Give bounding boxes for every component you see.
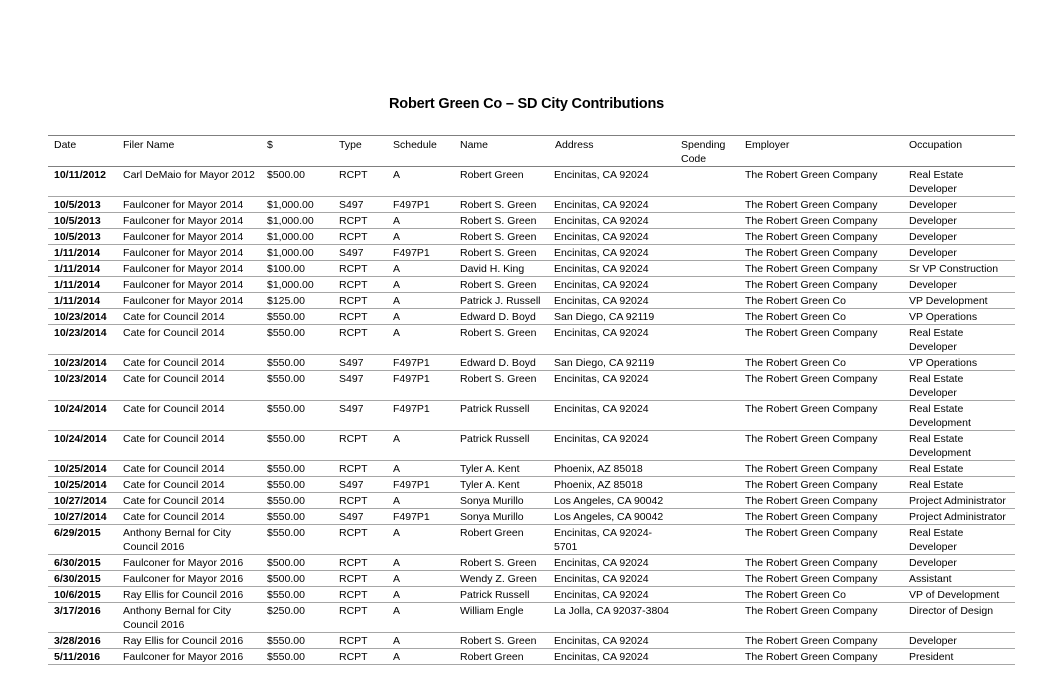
cell-employer: The Robert Green Company: [741, 245, 905, 261]
cell-schedule: F497P1: [389, 245, 456, 261]
cell-occupation: VP of Development: [905, 587, 1015, 603]
header-name: Name: [456, 136, 551, 167]
cell-filer-name: Faulconer for Mayor 2014: [119, 197, 263, 213]
cell-occupation: Assistant: [905, 571, 1015, 587]
cell-type: S497: [335, 401, 389, 431]
cell-occupation: VP Development: [905, 293, 1015, 309]
cell-occupation: Sr VP Construction: [905, 261, 1015, 277]
cell-address: San Diego, CA 92119: [551, 355, 677, 371]
cell-occupation: Developer: [905, 197, 1015, 213]
cell-date: 10/24/2014: [48, 431, 119, 461]
cell-address: Encinitas, CA 92024: [551, 293, 677, 309]
table-header: [48, 136, 1015, 167]
cell-employer: The Robert Green Company: [741, 603, 905, 633]
header-type: Type: [335, 136, 389, 167]
cell-amount: $550.00: [263, 587, 335, 603]
cell-amount: $550.00: [263, 371, 335, 401]
cell-filer-name: Anthony Bernal for City Council 2016: [119, 525, 263, 555]
cell-filer-name: Cate for Council 2014: [119, 309, 263, 325]
cell-name: Robert S. Green: [456, 325, 551, 355]
table-row: [48, 213, 1015, 229]
cell-name: Robert S. Green: [456, 555, 551, 571]
cell-address: Phoenix, AZ 85018: [551, 477, 677, 493]
cell-date: 10/24/2014: [48, 401, 119, 431]
cell-amount: $550.00: [263, 401, 335, 431]
cell-filer-name: Faulconer for Mayor 2014: [119, 229, 263, 245]
cell-type: RCPT: [335, 633, 389, 649]
cell-filer-name: Ray Ellis for Council 2016: [119, 633, 263, 649]
cell-date: 6/30/2015: [48, 571, 119, 587]
table-row: [48, 461, 1015, 477]
table-row: [48, 649, 1015, 665]
cell-spending-code: [677, 649, 741, 665]
cell-schedule: F497P1: [389, 477, 456, 493]
cell-date: 6/30/2015: [48, 555, 119, 571]
cell-filer-name: Anthony Bernal for City Council 2016: [119, 603, 263, 633]
cell-schedule: A: [389, 167, 456, 197]
cell-type: S497: [335, 477, 389, 493]
cell-date: 10/23/2014: [48, 371, 119, 401]
cell-employer: The Robert Green Company: [741, 167, 905, 197]
cell-spending-code: [677, 293, 741, 309]
cell-date: 10/5/2013: [48, 197, 119, 213]
cell-name: Edward D. Boyd: [456, 355, 551, 371]
cell-occupation: Developer: [905, 229, 1015, 245]
cell-employer: The Robert Green Co: [741, 293, 905, 309]
cell-address: Encinitas, CA 92024: [551, 261, 677, 277]
cell-date: 10/11/2012: [48, 167, 119, 197]
header-occupation: Occupation: [905, 136, 1015, 167]
cell-schedule: A: [389, 493, 456, 509]
cell-amount: $125.00: [263, 293, 335, 309]
cell-filer-name: Cate for Council 2014: [119, 355, 263, 371]
cell-date: 10/27/2014: [48, 493, 119, 509]
cell-employer: The Robert Green Company: [741, 197, 905, 213]
cell-address: Encinitas, CA 92024: [551, 587, 677, 603]
cell-schedule: A: [389, 309, 456, 325]
cell-address: Encinitas, CA 92024: [551, 245, 677, 261]
cell-spending-code: [677, 431, 741, 461]
header-address: Address: [551, 136, 677, 167]
cell-date: 10/5/2013: [48, 213, 119, 229]
cell-type: RCPT: [335, 325, 389, 355]
cell-date: 10/27/2014: [48, 509, 119, 525]
cell-name: David H. King: [456, 261, 551, 277]
cell-filer-name: Cate for Council 2014: [119, 431, 263, 461]
header-employer: Employer: [741, 136, 905, 167]
cell-type: RCPT: [335, 293, 389, 309]
cell-occupation: Developer: [905, 633, 1015, 649]
cell-filer-name: Faulconer for Mayor 2014: [119, 245, 263, 261]
cell-address: Encinitas, CA 92024: [551, 555, 677, 571]
table-row: [48, 493, 1015, 509]
header-amount: $: [263, 136, 335, 167]
cell-name: Robert S. Green: [456, 213, 551, 229]
cell-type: RCPT: [335, 431, 389, 461]
table-row: [48, 431, 1015, 461]
cell-spending-code: [677, 461, 741, 477]
cell-type: RCPT: [335, 213, 389, 229]
cell-name: Patrick Russell: [456, 587, 551, 603]
cell-date: 10/23/2014: [48, 355, 119, 371]
cell-amount: $550.00: [263, 461, 335, 477]
cell-date: 10/6/2015: [48, 587, 119, 603]
cell-type: RCPT: [335, 277, 389, 293]
cell-type: S497: [335, 509, 389, 525]
table-row: [48, 355, 1015, 371]
cell-employer: The Robert Green Company: [741, 277, 905, 293]
cell-filer-name: Faulconer for Mayor 2016: [119, 649, 263, 665]
cell-spending-code: [677, 229, 741, 245]
cell-name: Tyler A. Kent: [456, 461, 551, 477]
cell-occupation: VP Operations: [905, 309, 1015, 325]
cell-type: S497: [335, 355, 389, 371]
table-row: [48, 587, 1015, 603]
cell-schedule: A: [389, 261, 456, 277]
table-row: [48, 293, 1015, 309]
cell-occupation: Real Estate: [905, 461, 1015, 477]
cell-schedule: A: [389, 213, 456, 229]
cell-amount: $500.00: [263, 167, 335, 197]
cell-spending-code: [677, 167, 741, 197]
cell-filer-name: Faulconer for Mayor 2014: [119, 293, 263, 309]
cell-employer: The Robert Green Co: [741, 587, 905, 603]
cell-amount: $250.00: [263, 603, 335, 633]
cell-filer-name: Cate for Council 2014: [119, 461, 263, 477]
table-row: [48, 371, 1015, 401]
cell-date: 1/11/2014: [48, 293, 119, 309]
cell-spending-code: [677, 245, 741, 261]
table-row: [48, 555, 1015, 571]
cell-schedule: A: [389, 229, 456, 245]
cell-type: RCPT: [335, 167, 389, 197]
cell-employer: The Robert Green Company: [741, 649, 905, 665]
cell-schedule: F497P1: [389, 371, 456, 401]
cell-address: Encinitas, CA 92024: [551, 431, 677, 461]
cell-name: Tyler A. Kent: [456, 477, 551, 493]
cell-address: Encinitas, CA 92024-5701: [551, 525, 677, 555]
header-spending-code: Spending Code: [677, 136, 741, 167]
cell-occupation: President: [905, 649, 1015, 665]
cell-filer-name: Cate for Council 2014: [119, 325, 263, 355]
cell-amount: $1,000.00: [263, 197, 335, 213]
cell-occupation: Real Estate Developer: [905, 371, 1015, 401]
cell-name: Patrick Russell: [456, 431, 551, 461]
cell-employer: The Robert Green Co: [741, 309, 905, 325]
cell-name: Robert S. Green: [456, 197, 551, 213]
cell-address: Encinitas, CA 92024: [551, 371, 677, 401]
cell-employer: The Robert Green Company: [741, 555, 905, 571]
cell-employer: The Robert Green Company: [741, 261, 905, 277]
cell-occupation: Real Estate Developer: [905, 325, 1015, 355]
cell-spending-code: [677, 509, 741, 525]
cell-filer-name: Faulconer for Mayor 2014: [119, 261, 263, 277]
cell-address: Encinitas, CA 92024: [551, 229, 677, 245]
table-row: [48, 325, 1015, 355]
cell-type: RCPT: [335, 555, 389, 571]
cell-amount: $550.00: [263, 633, 335, 649]
cell-address: San Diego, CA 92119: [551, 309, 677, 325]
cell-schedule: F497P1: [389, 355, 456, 371]
cell-spending-code: [677, 261, 741, 277]
table-row: [48, 197, 1015, 213]
cell-filer-name: Cate for Council 2014: [119, 401, 263, 431]
header-row: [48, 136, 1015, 167]
cell-address: Los Angeles, CA 90042: [551, 493, 677, 509]
cell-amount: $1,000.00: [263, 229, 335, 245]
cell-type: RCPT: [335, 603, 389, 633]
cell-date: 10/25/2014: [48, 461, 119, 477]
cell-date: 10/23/2014: [48, 309, 119, 325]
cell-amount: $1,000.00: [263, 277, 335, 293]
cell-address: Encinitas, CA 92024: [551, 649, 677, 665]
cell-type: RCPT: [335, 525, 389, 555]
cell-date: 10/23/2014: [48, 325, 119, 355]
cell-filer-name: Faulconer for Mayor 2016: [119, 571, 263, 587]
cell-filer-name: Cate for Council 2014: [119, 477, 263, 493]
cell-spending-code: [677, 309, 741, 325]
cell-employer: The Robert Green Co: [741, 355, 905, 371]
cell-schedule: A: [389, 325, 456, 355]
cell-spending-code: [677, 571, 741, 587]
cell-address: Encinitas, CA 92024: [551, 213, 677, 229]
cell-type: RCPT: [335, 309, 389, 325]
cell-schedule: A: [389, 633, 456, 649]
cell-employer: The Robert Green Company: [741, 213, 905, 229]
cell-spending-code: [677, 371, 741, 401]
cell-spending-code: [677, 277, 741, 293]
table-row: [48, 603, 1015, 633]
cell-spending-code: [677, 197, 741, 213]
cell-filer-name: Ray Ellis for Council 2016: [119, 587, 263, 603]
cell-occupation: VP Operations: [905, 355, 1015, 371]
cell-spending-code: [677, 555, 741, 571]
cell-schedule: A: [389, 525, 456, 555]
cell-employer: The Robert Green Company: [741, 401, 905, 431]
cell-address: Encinitas, CA 92024: [551, 277, 677, 293]
cell-employer: The Robert Green Company: [741, 229, 905, 245]
cell-amount: $550.00: [263, 477, 335, 493]
cell-occupation: Project Administrator: [905, 493, 1015, 509]
cell-spending-code: [677, 325, 741, 355]
cell-address: Encinitas, CA 92024: [551, 571, 677, 587]
cell-date: 3/17/2016: [48, 603, 119, 633]
cell-address: Encinitas, CA 92024: [551, 167, 677, 197]
cell-employer: The Robert Green Company: [741, 477, 905, 493]
table-row: [48, 309, 1015, 325]
cell-amount: $550.00: [263, 325, 335, 355]
cell-date: 6/29/2015: [48, 525, 119, 555]
cell-name: Robert S. Green: [456, 633, 551, 649]
cell-type: RCPT: [335, 493, 389, 509]
cell-name: Robert Green: [456, 649, 551, 665]
cell-employer: The Robert Green Company: [741, 431, 905, 461]
cell-type: S497: [335, 245, 389, 261]
cell-type: RCPT: [335, 571, 389, 587]
cell-type: RCPT: [335, 261, 389, 277]
cell-employer: The Robert Green Company: [741, 571, 905, 587]
cell-occupation: Real Estate Developer: [905, 525, 1015, 555]
header-filer-name: Filer Name: [119, 136, 263, 167]
cell-name: Sonya Murillo: [456, 493, 551, 509]
cell-filer-name: Faulconer for Mayor 2016: [119, 555, 263, 571]
cell-filer-name: Faulconer for Mayor 2014: [119, 213, 263, 229]
contributions-table: [48, 135, 1015, 665]
cell-employer: The Robert Green Company: [741, 371, 905, 401]
header-schedule: Schedule: [389, 136, 456, 167]
cell-date: 10/5/2013: [48, 229, 119, 245]
cell-employer: The Robert Green Company: [741, 633, 905, 649]
cell-occupation: Real Estate: [905, 477, 1015, 493]
cell-occupation: Real Estate Development: [905, 431, 1015, 461]
cell-spending-code: [677, 633, 741, 649]
cell-schedule: A: [389, 431, 456, 461]
cell-employer: The Robert Green Company: [741, 509, 905, 525]
cell-type: S497: [335, 371, 389, 401]
cell-amount: $550.00: [263, 309, 335, 325]
cell-name: Edward D. Boyd: [456, 309, 551, 325]
cell-name: Robert S. Green: [456, 277, 551, 293]
cell-name: William Engle: [456, 603, 551, 633]
cell-name: Sonya Murillo: [456, 509, 551, 525]
cell-occupation: Real Estate Developer: [905, 167, 1015, 197]
cell-name: Wendy Z. Green: [456, 571, 551, 587]
cell-name: Robert Green: [456, 525, 551, 555]
cell-date: 1/11/2014: [48, 261, 119, 277]
table-row: [48, 229, 1015, 245]
cell-filer-name: Faulconer for Mayor 2014: [119, 277, 263, 293]
cell-schedule: F497P1: [389, 509, 456, 525]
cell-occupation: Project Administrator: [905, 509, 1015, 525]
cell-filer-name: Cate for Council 2014: [119, 371, 263, 401]
table-row: [48, 571, 1015, 587]
cell-spending-code: [677, 477, 741, 493]
cell-filer-name: Cate for Council 2014: [119, 493, 263, 509]
document-title: Robert Green Co – SD City Contributions: [389, 96, 664, 112]
cell-name: Robert Green: [456, 167, 551, 197]
table-row: [48, 261, 1015, 277]
cell-type: S497: [335, 197, 389, 213]
cell-spending-code: [677, 355, 741, 371]
cell-employer: The Robert Green Company: [741, 525, 905, 555]
cell-address: Encinitas, CA 92024: [551, 401, 677, 431]
cell-date: 5/11/2016: [48, 649, 119, 665]
cell-filer-name: Cate for Council 2014: [119, 509, 263, 525]
cell-spending-code: [677, 401, 741, 431]
table-row: [48, 401, 1015, 431]
cell-type: RCPT: [335, 461, 389, 477]
cell-date: 10/25/2014: [48, 477, 119, 493]
cell-spending-code: [677, 213, 741, 229]
cell-address: Los Angeles, CA 90042: [551, 509, 677, 525]
cell-amount: $100.00: [263, 261, 335, 277]
table-row: [48, 277, 1015, 293]
cell-amount: $550.00: [263, 493, 335, 509]
cell-occupation: Real Estate Development: [905, 401, 1015, 431]
table-row: [48, 525, 1015, 555]
cell-schedule: A: [389, 293, 456, 309]
cell-occupation: Developer: [905, 555, 1015, 571]
cell-schedule: A: [389, 649, 456, 665]
cell-schedule: A: [389, 461, 456, 477]
cell-filer-name: Carl DeMaio for Mayor 2012: [119, 167, 263, 197]
cell-spending-code: [677, 587, 741, 603]
cell-address: Phoenix, AZ 85018: [551, 461, 677, 477]
cell-type: RCPT: [335, 587, 389, 603]
cell-amount: $1,000.00: [263, 213, 335, 229]
cell-employer: The Robert Green Company: [741, 461, 905, 477]
cell-amount: $550.00: [263, 525, 335, 555]
cell-amount: $550.00: [263, 355, 335, 371]
table-row: [48, 477, 1015, 493]
cell-amount: $550.00: [263, 509, 335, 525]
cell-occupation: Developer: [905, 277, 1015, 293]
cell-type: RCPT: [335, 649, 389, 665]
cell-name: Patrick J. Russell: [456, 293, 551, 309]
cell-schedule: A: [389, 587, 456, 603]
cell-date: 1/11/2014: [48, 245, 119, 261]
table-row: [48, 509, 1015, 525]
cell-schedule: F497P1: [389, 401, 456, 431]
cell-schedule: A: [389, 277, 456, 293]
cell-address: Encinitas, CA 92024: [551, 325, 677, 355]
header-date: Date: [48, 136, 119, 167]
cell-amount: $500.00: [263, 571, 335, 587]
table-body: [48, 167, 1015, 665]
cell-amount: $500.00: [263, 555, 335, 571]
cell-address: La Jolla, CA 92037-3804: [551, 603, 677, 633]
cell-occupation: Developer: [905, 213, 1015, 229]
cell-name: Robert S. Green: [456, 371, 551, 401]
cell-date: 3/28/2016: [48, 633, 119, 649]
cell-amount: $550.00: [263, 431, 335, 461]
cell-address: Encinitas, CA 92024: [551, 197, 677, 213]
cell-occupation: Developer: [905, 245, 1015, 261]
cell-name: Robert S. Green: [456, 245, 551, 261]
table-row: [48, 245, 1015, 261]
cell-employer: The Robert Green Company: [741, 493, 905, 509]
cell-amount: $550.00: [263, 649, 335, 665]
cell-employer: The Robert Green Company: [741, 325, 905, 355]
cell-schedule: A: [389, 571, 456, 587]
table-row: [48, 167, 1015, 197]
cell-type: RCPT: [335, 229, 389, 245]
cell-date: 1/11/2014: [48, 277, 119, 293]
cell-name: Patrick Russell: [456, 401, 551, 431]
cell-amount: $1,000.00: [263, 245, 335, 261]
cell-occupation: Director of Design: [905, 603, 1015, 633]
cell-spending-code: [677, 525, 741, 555]
cell-name: Robert S. Green: [456, 229, 551, 245]
cell-spending-code: [677, 603, 741, 633]
table-row: [48, 633, 1015, 649]
cell-schedule: F497P1: [389, 197, 456, 213]
cell-schedule: A: [389, 555, 456, 571]
cell-address: Encinitas, CA 92024: [551, 633, 677, 649]
cell-spending-code: [677, 493, 741, 509]
cell-schedule: A: [389, 603, 456, 633]
